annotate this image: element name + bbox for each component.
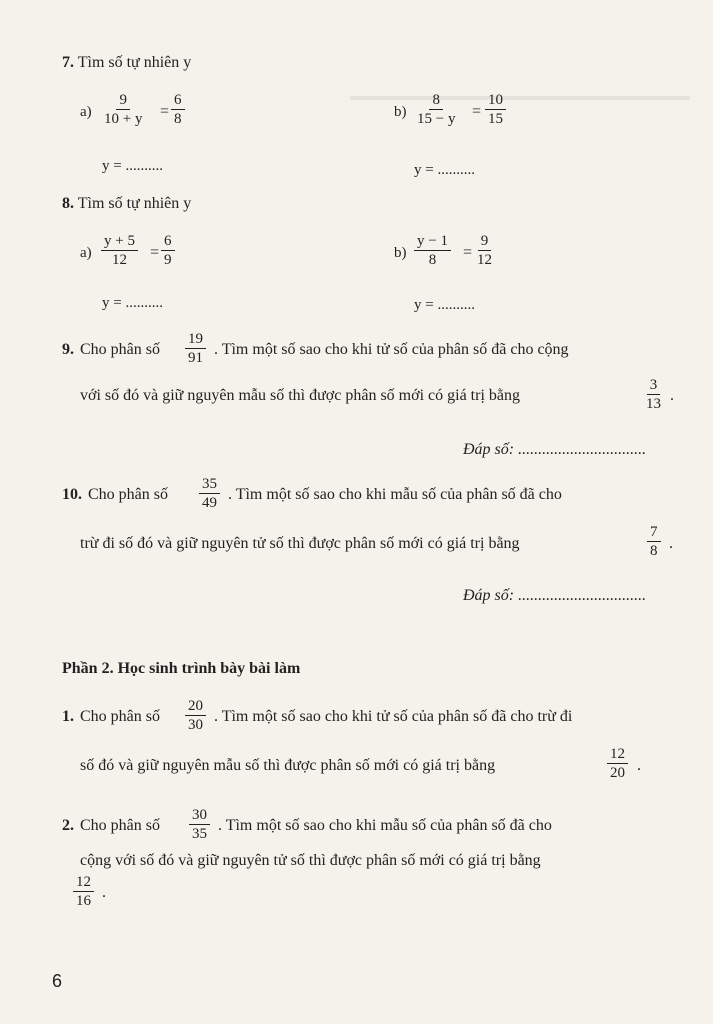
denominator: 12 bbox=[477, 252, 492, 268]
problem-text: Tìm số tự nhiên y bbox=[77, 195, 192, 212]
fraction bbox=[607, 745, 628, 782]
problem-text: Cho phân số bbox=[80, 708, 160, 725]
fraction bbox=[647, 523, 661, 560]
problem-text: cộng với số đó và giữ nguyên tử số thì được phân số mới có giá trị bằng bbox=[80, 852, 541, 869]
denominator: 9 bbox=[164, 252, 172, 268]
period: . bbox=[102, 884, 106, 901]
numerator: y + 5 bbox=[101, 232, 138, 251]
section-heading: Phần 2. Học sinh trình bày bài làm bbox=[62, 660, 301, 677]
denominator: 35 bbox=[192, 826, 207, 842]
numerator: 10 bbox=[485, 91, 506, 110]
numerator: 3 bbox=[647, 376, 661, 395]
numerator: 9 bbox=[478, 232, 492, 251]
problem-text: Cho phân số bbox=[80, 817, 160, 834]
fraction bbox=[643, 376, 664, 413]
part-a-label: a) bbox=[80, 104, 92, 120]
numerator: 6 bbox=[161, 232, 175, 251]
numerator: 35 bbox=[199, 475, 220, 494]
denominator: 8 bbox=[428, 252, 437, 268]
denominator: 10 + y bbox=[104, 111, 143, 127]
fraction bbox=[474, 232, 495, 269]
problem-text: trừ đi số đó và giữ nguyên tử số thì được phân số mới có giá trị bằng bbox=[80, 535, 520, 552]
period: . bbox=[669, 535, 673, 552]
denominator: 20 bbox=[610, 765, 625, 781]
denominator: 49 bbox=[202, 495, 217, 511]
fraction bbox=[185, 697, 206, 734]
fraction bbox=[189, 806, 210, 843]
problem-number: 7. bbox=[62, 54, 74, 71]
problem-text: . Tìm một số sao cho khi tử số của phân số đã cho cộng bbox=[214, 341, 569, 358]
answer-blank: y = .......... bbox=[414, 162, 475, 178]
problem-number: 9. bbox=[62, 341, 74, 358]
denominator: 8 bbox=[650, 543, 658, 559]
problem-text: . Tìm một số sao cho khi mẫu số của phân số đã cho bbox=[218, 817, 552, 834]
problem-text: Cho phân số bbox=[88, 486, 168, 503]
denominator: 91 bbox=[188, 350, 203, 366]
problem-number: 8. bbox=[62, 195, 74, 212]
problem-text: số đó và giữ nguyên mẫu số thì được phân số mới có giá trị bằng bbox=[80, 757, 496, 774]
denominator: 16 bbox=[76, 893, 91, 909]
equals-sign: = bbox=[160, 103, 170, 120]
fraction bbox=[414, 232, 451, 269]
problem-8-heading bbox=[62, 194, 191, 214]
problem-number: 10. bbox=[62, 486, 82, 503]
numerator: 8 bbox=[429, 91, 443, 110]
fraction bbox=[414, 91, 458, 128]
fraction bbox=[101, 91, 145, 128]
problem-number: 1. bbox=[62, 708, 74, 725]
answer-line: Đáp số: ................................ bbox=[463, 587, 647, 604]
fraction bbox=[171, 91, 185, 128]
denominator: 15 − y bbox=[417, 111, 456, 127]
answer-line: Đáp số: ................................ bbox=[463, 441, 647, 458]
problem-text: với số đó và giữ nguyên mẫu số thì được phân số mới có giá trị bằng bbox=[80, 387, 520, 404]
numerator: 19 bbox=[185, 330, 206, 349]
page-number: 6 bbox=[52, 971, 63, 991]
numerator: y − 1 bbox=[414, 232, 451, 251]
part-a-label: a) bbox=[80, 245, 92, 261]
fraction bbox=[101, 232, 138, 269]
period: . bbox=[637, 757, 641, 774]
part-b-label: b) bbox=[394, 245, 407, 261]
numerator: 20 bbox=[185, 697, 206, 716]
problem-7-heading bbox=[62, 53, 191, 73]
numerator: 30 bbox=[189, 806, 210, 825]
problem-text: Cho phân số bbox=[80, 341, 160, 358]
equals-sign: = bbox=[472, 103, 482, 120]
numerator: 12 bbox=[607, 745, 628, 764]
fraction bbox=[161, 232, 175, 269]
period: . bbox=[670, 387, 674, 404]
fraction bbox=[185, 330, 206, 367]
denominator: 15 bbox=[488, 111, 503, 127]
fraction bbox=[199, 475, 220, 512]
problem-text: Tìm số tự nhiên y bbox=[77, 54, 192, 71]
denominator: 30 bbox=[188, 717, 203, 733]
answer-blank: y = .......... bbox=[102, 295, 163, 311]
equals-sign: = bbox=[150, 244, 160, 261]
denominator: 12 bbox=[111, 252, 127, 268]
answer-blank: y = .......... bbox=[414, 297, 475, 313]
answer-blank: y = .......... bbox=[102, 158, 163, 174]
numerator: 12 bbox=[73, 873, 94, 892]
numerator: 6 bbox=[171, 91, 185, 110]
fraction bbox=[485, 91, 506, 128]
numerator: 9 bbox=[116, 91, 130, 110]
equals-sign: = bbox=[463, 244, 473, 261]
problem-text: . Tìm một số sao cho khi tử số của phân số đã cho trừ đi bbox=[214, 708, 573, 725]
fraction bbox=[73, 873, 94, 910]
problem-number: 2. bbox=[62, 817, 74, 834]
part-b-label: b) bbox=[394, 104, 407, 120]
numerator: 7 bbox=[647, 523, 661, 542]
problem-text: . Tìm một số sao cho khi mẫu số của phân số đã cho bbox=[228, 486, 562, 503]
denominator: 8 bbox=[174, 111, 182, 127]
denominator: 13 bbox=[646, 396, 661, 412]
